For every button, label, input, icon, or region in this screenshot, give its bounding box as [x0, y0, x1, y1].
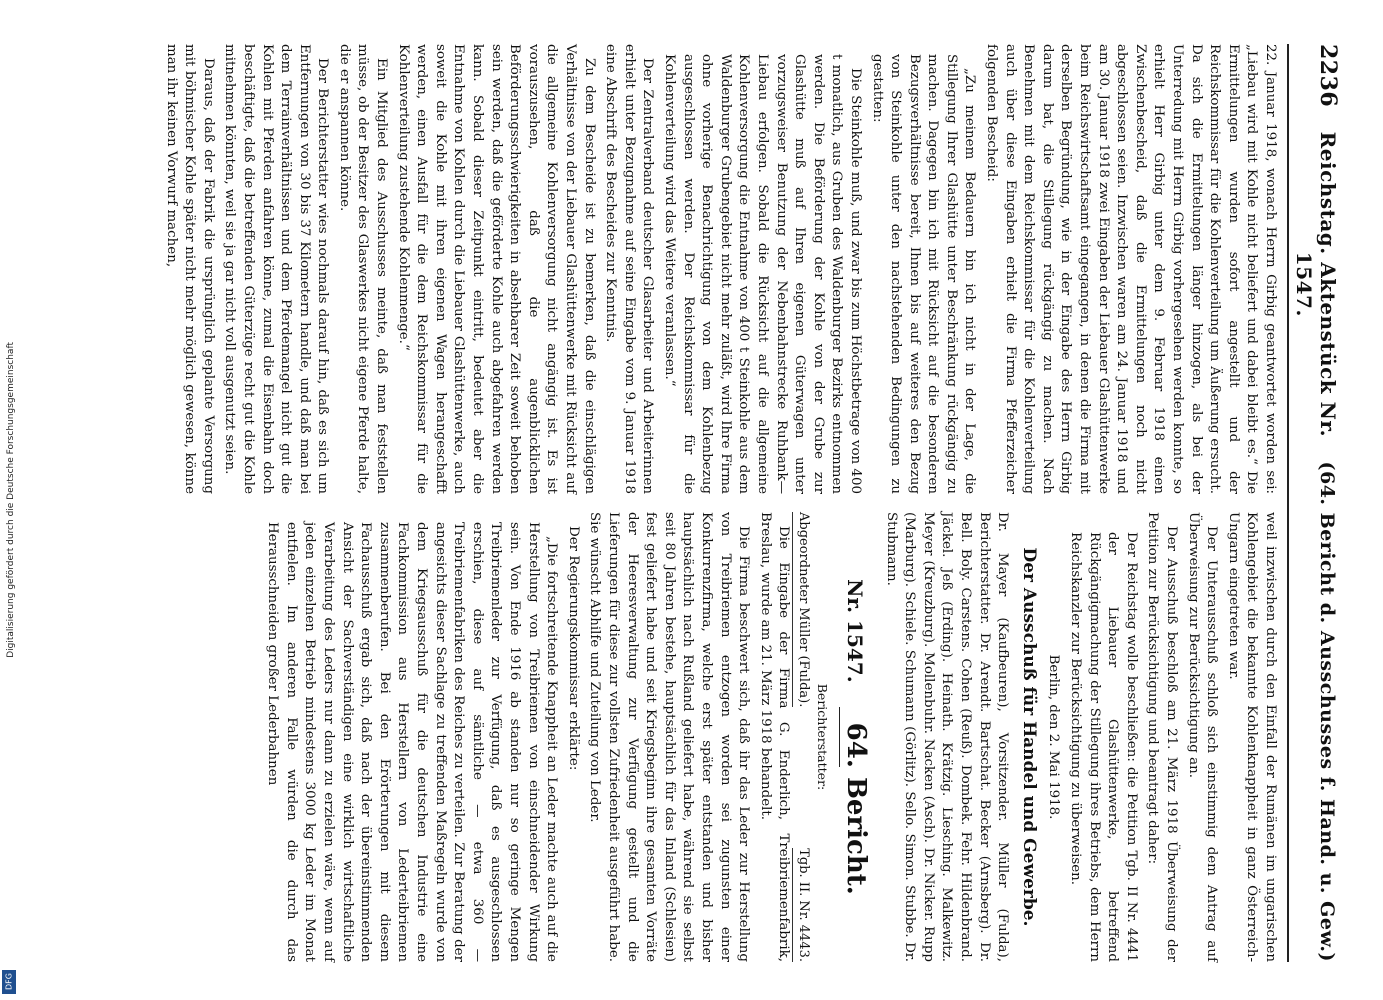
dfg-logo: DFG: [2, 970, 16, 994]
paragraph: Der Unterausschuß schloß sich einstimmig dem Antrag auf Überweisung zur Berücksichtigung an.: [1185, 512, 1220, 962]
page-content: [58, 28, 1353, 978]
text-columns: [158, 44, 1279, 962]
paragraph: Der Zentralverband deutscher Glasarbeiter und Arbeiterinnen erhielt unter Bezugnahme auf seine Eingabe vom 9. Januar 1918 eine Abschrift des Bescheides zur Kenntnis.: [603, 44, 656, 494]
paragraph: Zu dem Bescheide ist zu bemerken, daß die einschlägigen Verhältnisse von der Liebauer Glashüttenwerke mit Rücksicht auf die allgemeine Kohlenversorgung nicht angängig ist. Es ist vorauszusehen, daß die augenblicklichen Beförderungsschwierigkeiten in absehbarer Zeit soweit behoben sein werden, daß die geförderte Kohle auch abgefahren werden kann. Sobald dieser Zeitpunkt eintritt, bedeutet aber die Entnahme von Kohlen durch die Liebauer Glashüttenwerke, auch soweit die Kohle mit ihren eigenen Wagen herangeschafft werden, einen Ausfall für die dem Reichskommissar für die Kohlenverteilung zustehende Kohlenmenge.“: [395, 44, 597, 494]
report-number: Nr. 1547.: [843, 579, 868, 683]
page-title: Reichstag. Aktenstück Nr. 1547.: [1292, 131, 1340, 438]
left-column: [158, 44, 1279, 494]
committee-title: Der Ausschuß für Handel und Gewerbe.: [1018, 547, 1039, 927]
rapporteur-name: Abgeordneter Müller (Fulda).: [792, 512, 812, 707]
rapporteur-line: [792, 512, 812, 962]
paragraph: „Zu meinem Bedauern bin ich nicht in der Lage, die Stillegung Ihrer Glashütte unter Beschränkung rückgängig zu machen. Dagegen bin ich mit Rücksicht auf die besonderen Bezugsverhältnisse bereit, Ihnen bis auf weiteres den Bezug von Steinkohle unter den nachstehenden Bedingungen zu gestatten:: [869, 54, 978, 494]
right-column: [158, 512, 1279, 962]
paragraph: „Die fortschreitende Knappheit an Leder machte auch auf die Herstellung von Treibriemen von einschneidender Wirkung sein. Von Ende 1916 ab standen nur so geringe Mengen Treibriemenleder zur Verfügung, daß es ausgeschlossen erschien, diese auf sämtliche — etwa 360 — Treibriemenfabriken des Reiches zu verteilen. Zur Beratung der angesichts dieser Sachlage zu treffenden Maßregeln wurde von dem Kriegsausschuß für die deutschen Industrie eine Fachkommission aus Herstellern von Lederteibriemen zusammenberufen. Bei den Erörterungen mit diesem Fachausschuß ergab sich, daß nach der übereinstimmenden Ansicht der Sachverständigen eine wirklich wirtschaftliche Verarbeitung des Leders nur dann zu erzielen wäre, wenn auf jeden einzelnen Betrieb mindestens 3000 kg Leder im Monat entfielen. Im anderen Falle würden die durch das Herausschneiden großer Lederbahnen: [265, 522, 560, 962]
journal-reference: Tgb. II. Nr. 4443.: [792, 848, 812, 962]
digitization-watermark: [2, 0, 20, 1000]
motion-text: Der Reichstag wolle beschließen: die Petition Tgb. II Nr. 4441 der Liebauer Glashüttenwerke, betreffend Rückgängigmachung der Stillegung ihres Betriebs, dem Herrn Reichskanzler zur Berücksichtigung zu überweisen.: [1068, 532, 1139, 962]
divider: [839, 707, 840, 767]
paragraph: Die Firma beschwert sich, daß ihr das Leder zur Herstellung von Treibriemen entzogen worden sei zugunsten einer Konkurrenzfirma, welche erst später entstanden und bisher hauptsächlich nach Rußland geliefert habe, während sie selbst seit 80 Jahren bestehe, hauptsächlich für das Inland (Schlesien) fest geliefert habe und seit Kriegsbeginn ihre gesamten Vorräte der Heeresverwaltung zur Verfügung gestellt und die Lieferungen für diese zur vollsten Zufriedenheit ausgeführt habe. Sie wünscht Abhilfe und Zuteilung von Leder.: [587, 512, 752, 962]
running-head: [1287, 44, 1341, 962]
page-number: 2236: [1315, 44, 1341, 108]
paragraph: Der Regierungskommissar erklärte:: [565, 526, 581, 771]
paragraph: Die Steinkohle muß, und zwar bis zum Höchstbetrage von 400 t monatlich, aus Gruben des Waldenburger Bezirks entnommen werden. Die Beförderung der Kohle von der Grube zur Glashütte muß auf Ihren eigenen Güterwagen unter vorzugsweiser Benutzung der Nebenbahnstrecke Ruhbank—Liebau erfolgen. Sobald die Rücksicht auf die allgemeine Kohlenversorgung die Entnahme von 400 t Steinkohle aus dem Waldenburger Grubengebiet nicht mehr zuläßt, wird Ihre Firma ohne vorherige Benachrichtigung von dem Kohlenbezug ausgeschlossen werden. Der Reichskommissar für die Kohlenverteilung wird das Weitere veranlassen.“: [662, 54, 863, 494]
paragraph: Der Ausschuß beschloß am 21. März 1918 Überweisung der Petition zur Berücksichtigung und beantragt daher:: [1145, 512, 1180, 962]
paragraph: Daraus, daß der Fabrik die ursprünglich geplante Versorgung mit böhmischer Kohle später nicht mehr möglich gewesen, könne man ihr keinen Vorwurf machen,: [163, 44, 216, 494]
paragraph: Die Eingabe der Firma G. Enderlich, Treibriemenfabrik, Breslau, wurde am 21. März 1918 behandelt.: [757, 512, 792, 962]
date-line: Berlin, den 2. Mai 1918.: [1046, 654, 1062, 820]
committee-members: Dr. Mayer (Kaufbeuren), Vorsitzender. Müller (Fulda), Berichterstatter. Dr. Arendt. Bartschat. Becker (Arnsberg). Dr. Bell. Boly. Carstens. Cohen (Reuß). Dombek. Fehr. Hildenbrand. Jäckel. Jeß (Erding). Heinath. Krätzig. Liesching. Malkewitz. Meyer (Kreuzburg). Mollenbuhr. Nacken (Asch). Dr. Nicker. Rupp (Marburg). Schiele. Schumann (Görlitz). Sello. Simon. Stubbe. Dr. Stubmann.: [883, 512, 1011, 962]
report-title: 64. Bericht.: [841, 722, 872, 895]
paragraph: Ein Mitglied des Ausschusses meinte, daß man feststellen müsse, ob der Besitzer des Glaswerkes nicht eigene Pferde halte, die er anspannen könne.: [336, 44, 390, 494]
report-heading: [841, 512, 872, 962]
watermark-text: Digitalisierung gefördert durch die Deutsche Forschungsgemeinschaft: [6, 342, 16, 658]
scanned-page: [58, 28, 1353, 978]
paragraph: Der Berichterstatter wies nochmals darauf hin, daß es sich um Entfernungen von 30 bis 37 Kilometern handle, und daß man bei dem Terrainverhältnissen und dem Pferdemangel nicht gut die Kohlen mit Pferden anfahren könne, zumal die Eisenbahn doch beschäftigte, daß die betreffenden Güterzüge recht gut die Kohle mitnehmen könnten, weil sie ja gar nicht voll ausgenutzt seien.: [222, 44, 331, 494]
paragraph: weil inzwischen durch den Einfall der Rumänen im ungarischen Kohlengebiet die bekannte Kohlenknappheit in ganz Österreich-Ungarn eingetreten war.: [1225, 512, 1278, 962]
paragraph: 22. Januar 1918, wonach Herrn Girbig geantwortet worden sei: „Liebau wird mit Kohle nicht beliefert und dabei bleibt es.“ Die Ermittelungen wurden sofort angestellt und der Reichskommissar für die Kohlenverteilung um Äußerung ersucht. Da sich die Ermittelungen länger hinzogen, als bei der Unterredung mit Herrn Girbig vorhergesehen werden konnte, so erhielt Herr Girbig unter dem 9. Februar 1918 einen Zwischenbescheid, daß die Ermittelungen noch nicht abgeschlossen seien. Inzwischen waren am 24. Januar 1918 und am 30. Januar 1918 zwei Eingaben der Liebauer Glashüttenwerke beim Reichswirtschaftsamt eingegangen, in denen die Firma mit derselben Begründung, wie in der Eingabe des Herrn Girbig darum bat, die Stillegung rückgängig zu machen. Nach Benehmen mit dem Reichskommissar für die Kohlenverteilung auch über diese Eingaben erhielt die Firma Pfefferzeicher folgenden Bescheid:: [984, 44, 1278, 494]
section-title: (64. Bericht d. Ausschusses f. Hand. u. Gew.): [1316, 461, 1338, 962]
rapporteur-label: Berichterstatter:: [814, 683, 830, 791]
